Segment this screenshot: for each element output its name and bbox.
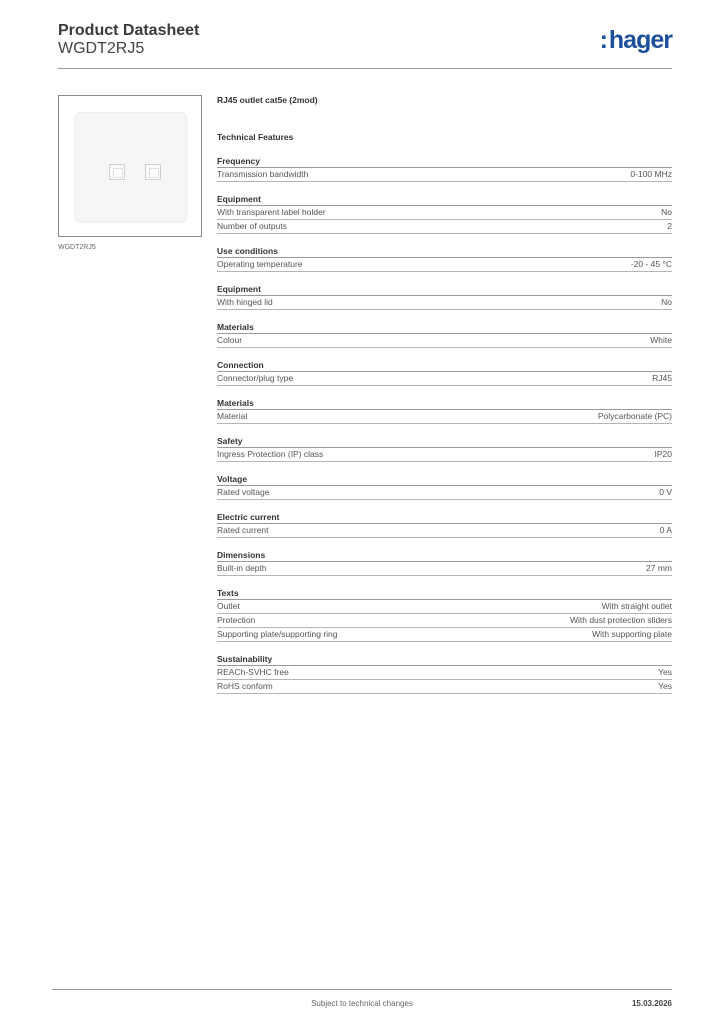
group-title: Sustainability [217, 653, 672, 666]
group-title: Materials [217, 397, 672, 410]
group-title: Connection [217, 359, 672, 372]
feature-row [217, 258, 672, 272]
feature-group [217, 397, 672, 424]
feature-group [217, 155, 672, 182]
feature-group [217, 321, 672, 348]
feature-group [217, 359, 672, 386]
feature-label: Material [217, 411, 248, 421]
feature-label: Number of outputs [217, 221, 287, 231]
feature-value: RJ45 [652, 373, 672, 383]
feature-value: No [661, 297, 672, 307]
feature-value: -20 - 45 °C [630, 259, 672, 269]
feature-group [217, 587, 672, 642]
feature-value: Yes [658, 681, 672, 691]
feature-label: Outlet [217, 601, 240, 611]
feature-value: Polycarbonate (PC) [597, 411, 672, 421]
logo-prefix: : [599, 26, 608, 54]
feature-row [217, 614, 672, 628]
feature-label: With transparent label holder [217, 207, 326, 217]
feature-value: 2 [667, 221, 672, 231]
feature-label: Ingress Protection (IP) class [217, 449, 324, 459]
group-title: Voltage [217, 473, 672, 486]
feature-groups [217, 155, 672, 694]
feature-row [217, 486, 672, 500]
feature-group [217, 473, 672, 500]
group-title: Equipment [217, 193, 672, 206]
feature-row [217, 168, 672, 182]
product-name: RJ45 outlet cat5e (2mod) [217, 95, 318, 105]
feature-label: Transmission bandwidth [217, 169, 309, 179]
page-footer [52, 989, 672, 1013]
feature-row [217, 410, 672, 424]
feature-row [217, 680, 672, 694]
feature-row [217, 220, 672, 234]
hager-logo [600, 26, 672, 55]
feature-value: IP20 [654, 449, 672, 459]
group-title: Frequency [217, 155, 672, 168]
feature-value: With supporting plate [592, 629, 672, 639]
feature-row [217, 334, 672, 348]
feature-row [217, 524, 672, 538]
feature-group [217, 653, 672, 694]
feature-label: Supporting plate/supporting ring [217, 629, 338, 639]
feature-value: White [650, 335, 672, 345]
feature-group [217, 435, 672, 462]
feature-row [217, 372, 672, 386]
feature-value: Yes [658, 667, 672, 677]
feature-label: REACh-SVHC free [217, 667, 289, 677]
feature-row [217, 206, 672, 220]
feature-label: Built-in depth [217, 563, 267, 573]
feature-value: 27 mm [646, 563, 672, 573]
document-title: Product Datasheet [58, 22, 200, 39]
image-caption: WGDT2RJ5 [58, 244, 96, 251]
group-title: Equipment [217, 283, 672, 296]
technical-content [217, 93, 672, 705]
rj45-port-icon [145, 164, 161, 180]
feature-label: RoHS conform [217, 681, 273, 691]
feature-group [217, 245, 672, 272]
outlet-plate-image [75, 112, 187, 222]
feature-label: Connector/plug type [217, 373, 294, 383]
feature-row [217, 448, 672, 462]
logo-text: hager [608, 26, 672, 54]
group-title: Dimensions [217, 549, 672, 562]
footer-date: 15.03.2026 [631, 999, 672, 1008]
group-title: Materials [217, 321, 672, 334]
section-title: Technical Features [217, 132, 294, 142]
group-title: Electric current [217, 511, 672, 524]
feature-label: Colour [217, 335, 243, 345]
feature-label: Operating temperature [217, 259, 303, 269]
feature-value: 0 V [659, 487, 672, 497]
group-title: Safety [217, 435, 672, 448]
feature-row [217, 296, 672, 310]
feature-value: 0 A [659, 525, 672, 535]
product-code: WGDT2RJ5 [58, 40, 145, 57]
product-image [58, 95, 202, 237]
feature-row [217, 600, 672, 614]
group-title: Texts [217, 587, 672, 600]
feature-group [217, 511, 672, 538]
feature-group [217, 283, 672, 310]
feature-group [217, 549, 672, 576]
feature-row [217, 562, 672, 576]
feature-label: Protection [217, 615, 256, 625]
footer-note: Subject to technical changes [311, 999, 413, 1008]
feature-label: Rated current [217, 525, 269, 535]
feature-label: With hinged lid [217, 297, 273, 307]
feature-value: With straight outlet [601, 601, 672, 611]
page-header [58, 22, 672, 69]
group-title: Use conditions [217, 245, 672, 258]
feature-value: 0-100 MHz [630, 169, 672, 179]
feature-value: No [661, 207, 672, 217]
feature-group [217, 193, 672, 234]
feature-row [217, 628, 672, 642]
feature-row [217, 666, 672, 680]
feature-label: Rated voltage [217, 487, 270, 497]
rj45-port-icon [109, 164, 125, 180]
feature-value: With dust protection sliders [569, 615, 672, 625]
